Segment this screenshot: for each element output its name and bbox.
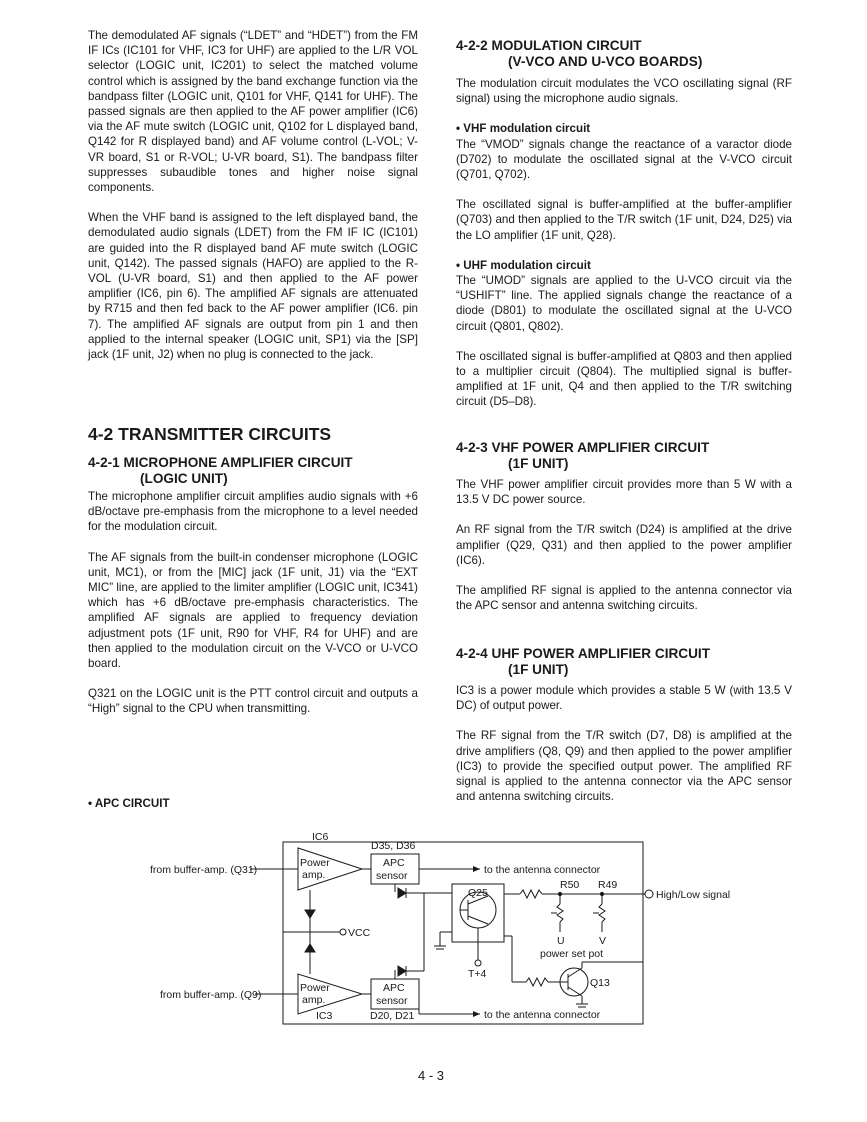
label-u: U: [557, 935, 565, 947]
label-high-low-signal: High/Low signal: [656, 889, 731, 901]
label-r49: R49: [598, 879, 618, 891]
label-ic3: IC3: [316, 1010, 333, 1022]
diode-top-symbol: [305, 910, 315, 918]
subsection-4-2-2-title-line1: 4-2-2 MODULATION CIRCUIT: [456, 38, 642, 53]
modulation-paragraph-1: The modulation circuit modulates the VCO oscillating signal (RF signal) using the microphone audio signals.: [456, 77, 792, 106]
rx-af-paragraph-2: When the VHF band is assigned to the left displayed band, the demodulated audio signals (LDET) from the FM IF IC (IC101) are guided into the R displayed band AF mute switch (LOGIC unit, Q142). The passed signals (HAFO) are applied to the R-VOL (U-VR board, S1) and then applied to the AF power amplifier (IC6, pin 6). The amplified AF signals are attenuated by R715 and then fed back to the AF power amplifier (IC6. pin 7). The amplified AF signals are output from pin 1 and then applied to the internal speaker (LOGIC unit, SP1) via the [SP] jack (1F unit, J2) when no plug is connected to the jack.: [88, 211, 418, 362]
subsection-4-2-3-title: [456, 440, 792, 471]
label-d20-d21: D20, D21: [370, 1010, 415, 1022]
label-apc-bottom-2: sensor: [376, 995, 408, 1007]
section-title: 4-2 TRANSMITTER CIRCUITS: [88, 424, 332, 444]
label-vcc: VCC: [348, 927, 371, 939]
label-apc-bottom-1: APC: [383, 982, 405, 994]
mic-amp-paragraph-2: The AF signals from the built-in condenser microphone (LOGIC unit, MC1), or from the [MIC] jack (1F unit, J1) via the “EXT MIC” line, are applied to the limiter amplifier (LOGIC unit, IC341) which has +6 dB/octave pre-emphasis characteristics. The amplified AF signals are applied to frequency deviation adjustment pots (1F unit, R90 for VHF, R4 for UHF) and are then applied to the modulation circuit on the V-VCO or U-VCO board.: [88, 550, 418, 671]
subsection-4-2-2-title-line2: (V-VCO AND U-VCO BOARDS): [508, 53, 703, 69]
uhf-power-paragraph-2: The RF signal from the T/R switch (D7, D8) is amplified at the drive amplifiers (Q8, Q9) and then applied to the power amplifier (IC3) to provide the specified output power. The amplified RF signal is applied to the antenna connector via the APC sensor and antenna switching circuits.: [456, 729, 792, 804]
label-q13: Q13: [590, 977, 610, 989]
apc-circuit-heading: • APC CIRCUIT: [88, 797, 170, 810]
label-to-antenna-top: to the antenna connector: [484, 864, 601, 876]
vhf-modulation-paragraph-2: The oscillated signal is buffer-amplified at the buffer-amplifier (Q703) and then applied to the T/R switch (1F unit, D24, D25) via the LO amplifier (1F unit, Q28).: [456, 198, 792, 242]
uhf-modulation-heading: • UHF modulation circuit: [456, 258, 591, 272]
vhf-power-paragraph-2: An RF signal from the T/R switch (D24) is amplified at the drive amplifier (Q29, Q31) and then applied to the power amplifier (IC6).: [456, 523, 792, 567]
label-power-set-pot: power set pot: [540, 948, 604, 960]
right-column: [456, 38, 792, 410]
vhf-modulation-paragraph-1: The “VMOD” signals change the reactance of a varactor diode (D702) to modulate the oscillated signal at the V-VCO circuit (Q701, Q702).: [456, 137, 792, 182]
transmitter-section: [88, 424, 418, 717]
subsection-4-2-3-title-line1: 4-2-3 VHF POWER AMPLIFIER CIRCUIT: [456, 440, 710, 455]
label-to-antenna-bottom: to the antenna connector: [484, 1009, 601, 1021]
subsection-4-2-2-title: [456, 38, 792, 69]
label-v: V: [599, 935, 607, 947]
mic-amp-paragraph-3: Q321 on the LOGIC unit is the PTT control circuit and outputs a “High” signal to the CPU when transmitting.: [88, 687, 418, 716]
subsection-4-2-4-title: [456, 646, 792, 677]
label-t4: T+4: [468, 968, 487, 980]
rx-af-paragraph-1: The demodulated AF signals (“LDET” and “HDET”) from the FM IF ICs (IC101 for VHF, IC3 for UHF) are applied to the L/R VOL selector (LOGIC unit, IC201) to select the matched volume control which is assigned by the band exchange function via the bandpass filter (LOGIC unit, Q101 for VHF, Q141 for UHF). The passed signals are then applied to the AF power amplifier (IC6) via the AF mute switch (LOGIC unit, Q102 for L displayed band, Q142 for R displayed band) and AF volume control (L-VOL; V-VR board, S1 or R-VOL; U-VR board, S1). The bandpass filter suppresses subaudible tones and higher noise signal components.: [88, 29, 418, 195]
label-from-q9: from buffer-amp. (Q9): [160, 989, 262, 1001]
vhf-power-paragraph-1: The VHF power amplifier circuit provides more than 5 W with a 13.5 V DC power source.: [456, 478, 792, 507]
subsection-4-2-3-title-line2: (1F UNIT): [508, 455, 569, 471]
uhf-modulation-paragraph-2: The oscillated signal is buffer-amplified at Q803 and then applied to a multiplier circuit (Q804). The multiplied signal is buffer-amplified at 1F unit, Q4 and then applied to the T/R switching circuit (D5–D8).: [456, 349, 792, 409]
label-r50: R50: [560, 879, 580, 891]
label-power-amp-top-1: Power: [300, 857, 330, 869]
mic-amp-paragraph-1: The microphone amplifier circuit amplifies audio signals with +6 dB/octave pre-emphasis from the microphone to a level needed for the modulation circuit.: [88, 490, 418, 534]
subsection-4-2-1-title-line1: 4-2-1 MICROPHONE AMPLIFIER CIRCUIT: [88, 455, 353, 470]
label-apc-top-2: sensor: [376, 870, 408, 882]
apc-circuit-diagram: [140, 832, 740, 1032]
uhf-power-paragraph-1: IC3 is a power module which provides a stable 5 W (with 13.5 V DC) of output power.: [456, 684, 792, 713]
diode-bottom-symbol: [305, 944, 315, 952]
subsection-4-2-4-title-line2: (1F UNIT): [508, 661, 569, 677]
label-power-amp-bottom-1: Power: [300, 982, 330, 994]
left-column: [88, 28, 418, 362]
vhf-modulation-heading: • VHF modulation circuit: [456, 122, 591, 136]
page-number: 4 - 3: [418, 1068, 445, 1083]
vhf-power-amp-section: [456, 440, 792, 613]
label-ic6: IC6: [312, 832, 329, 843]
label-from-q31: from buffer-amp. (Q31): [150, 864, 258, 876]
subsection-4-2-1-title-line2: (LOGIC UNIT): [140, 470, 228, 486]
label-power-amp-bottom-2: amp.: [302, 994, 326, 1006]
label-apc-top-1: APC: [383, 857, 405, 869]
uhf-modulation-paragraph-1: The “UMOD” signals are applied to the U-VCO circuit via the “USHIFT” line. The applied signals change the reactance of a diode (D801) to modulate the oscillated signal at the U-VCO circuit (Q801, Q802).: [456, 274, 792, 333]
high-low-terminal: [645, 890, 653, 898]
label-d35-d36: D35, D36: [371, 840, 416, 852]
vhf-power-paragraph-3: The amplified RF signal is applied to the antenna connector via the APC sensor and antenna switching circuits.: [456, 584, 792, 613]
uhf-power-amp-section: [456, 646, 792, 804]
subsection-4-2-4-title-line1: 4-2-4 UHF POWER AMPLIFIER CIRCUIT: [456, 646, 711, 661]
label-power-amp-top-2: amp.: [302, 869, 326, 881]
subsection-4-2-1-title: [88, 455, 418, 486]
label-q25: Q25: [468, 887, 488, 899]
